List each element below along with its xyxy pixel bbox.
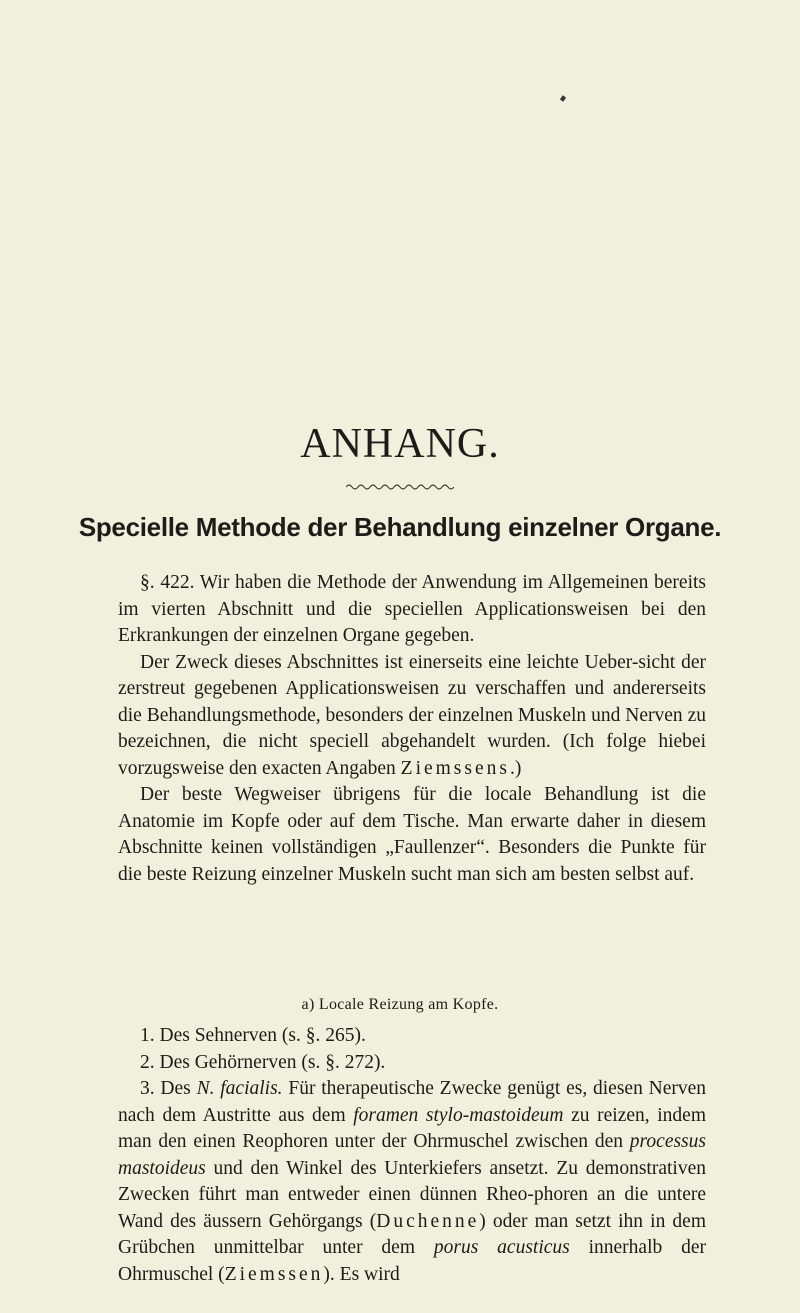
paragraph-purpose-text: Der Zweck dieses Abschnittes ist einerseits eine leichte Ueber-sicht der zerstreut gegebenen Applicationsweisen zu verschaffen und andererseits die Behandlungsmethode, besonders der einzelnen Muskeln und Nerven zu bezeichnen, die nicht speciell abgehandelt wurden. (Ich folge hiebei vorzugsweise den exacten Angaben	[118, 651, 706, 779]
italic-term-facialis: N. facialis.	[196, 1078, 283, 1099]
paragraph-guide: Der beste Wegweiser übrigens für die locale Behandlung ist die Anatomie im Kopfe oder auf dem Tische. Man erwarte daher in diesem Abschnitte keinen vollständigen „Faullenzer“. Besonders die Punkte für die beste Reizung einzelner Muskeln sucht man sich am besten selbst auf.	[118, 784, 706, 885]
wavy-rule-ornament	[346, 483, 454, 491]
author-name-duchenne: Duchenne	[376, 1210, 480, 1232]
numbered-list	[118, 1023, 706, 1288]
italic-term-foramen: foramen stylo-mastoideum	[353, 1104, 564, 1126]
subsection-heading: a) Locale Reizung am Kopfe.	[301, 996, 499, 1013]
paragraph-422: §. 422. Wir haben die Methode der Anwendung im Allgemeinen bereits im vierten Abschnitt und die speciellen Applicationsweisen bei den Erkrankungen der einzelnen Organe gegeben.	[118, 572, 706, 646]
list-item: 1. Des Sehnerven (s. §. 265).	[140, 1025, 366, 1046]
text-run: Für therapeutische Zwecke genügt es, diesen Nerven nach dem Austritte aus dem	[118, 1078, 707, 1126]
text-run: 3. Des	[140, 1078, 197, 1099]
text-run: zu reizen, indem man den einen Reophoren unter der Ohrmuschel zwischen den	[118, 1104, 707, 1152]
appendix-title: ANHANG.	[300, 421, 500, 467]
text-run: ) oder man setzt ihn in dem Grübchen unmittelbar unter dem	[118, 1210, 706, 1258]
intro-text	[118, 570, 706, 888]
section-heading: Specielle Methode der Behandlung einzelner Organe.	[78, 512, 722, 542]
paragraph-purpose	[118, 650, 706, 783]
list-item: 2. Des Gehörnerven (s. §. 272).	[140, 1051, 386, 1073]
author-name-ziemssen: Ziemssen	[224, 1263, 324, 1285]
text-run: innerhalb der Ohrmuschel (	[118, 1237, 707, 1285]
paragraph-purpose-end: .)	[509, 757, 522, 779]
list-item-facialis	[118, 1076, 706, 1288]
text-run: ). Es wird	[323, 1263, 400, 1285]
italic-term-processus: processus mastoideus	[118, 1131, 706, 1179]
text-run: und den Winkel des Unterkiefers ansetzt. Zu demonstrativen Zwecken führt man entweder einen dünnen Rheo-phoren an die untere Wand des äussern Gehörgangs (	[118, 1157, 706, 1232]
ink-speck	[560, 95, 566, 101]
author-name-ziemssens: Ziemssens	[400, 757, 510, 779]
italic-term-porus: porus acusticus	[433, 1237, 570, 1258]
